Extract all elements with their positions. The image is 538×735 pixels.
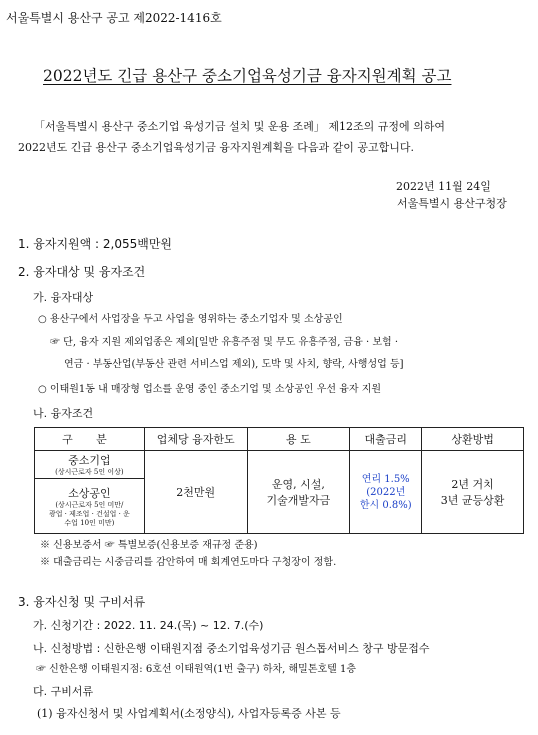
target-small-business-name: 소상공인 xyxy=(68,486,111,500)
notice-number: 서울특별시 용산구 공고 제2022-1416호 xyxy=(6,11,222,25)
target-sme-cell xyxy=(35,451,145,479)
section-3-heading: 3. 융자신청 및 구비서류 xyxy=(18,595,146,609)
section-2b-heading: 나. 융자조건 xyxy=(33,407,94,420)
table-header-repayment: 상환방법 xyxy=(422,428,524,451)
intro-line-1: 「서울특별시 용산구 중소기업 육성기금 설치 및 운용 조례」 제12조의 규정에 의하여 xyxy=(34,120,445,133)
section-2a-heading: 가. 융자대상 xyxy=(33,291,94,304)
exclusion-note-line-1: ☞ 단, 융자 지원 제외업종은 제외[일반 유흥주점 및 무도 유흥주점, 금융 · 보험 · xyxy=(50,337,399,348)
eligibility-item-2: ○ 이태원1동 내 매장형 업소를 운영 중인 중소기업 및 소상공인 우선 융자 지원 xyxy=(38,384,382,395)
application-period: 가. 신청기간 : 2022. 11. 24.(목) ~ 12. 7.(수) xyxy=(33,619,264,632)
notice-date: 2022년 11월 24일 xyxy=(396,180,491,193)
rate-line-3: 한시 0.8%) xyxy=(359,499,412,511)
guarantee-note: ※ 신용보증서 ☞ 특별보증(신용보증 재규정 준용) xyxy=(40,540,258,551)
table-header-rate: 대출금리 xyxy=(350,428,422,451)
target-small-business-cell xyxy=(35,479,145,534)
rate-line-1: 연리 1.5% xyxy=(361,473,410,485)
page-title: 2022년도 긴급 용산구 중소기업육성기금 융자지원계획 공고 xyxy=(43,67,452,85)
usage-line-1: 운영, 시설, xyxy=(271,478,325,491)
table-header-limit: 업체당 융자한도 xyxy=(144,428,247,451)
exclusion-note-line-2: 연금 · 부동산업(부동산 관련 서비스업 제외), 도박 및 사치, 향락, 사행성업 등] xyxy=(64,359,404,370)
target-small-business-note-3: 수업 10인 미만) xyxy=(64,518,115,527)
loan-limit-cell: 2천만원 xyxy=(144,451,247,534)
usage-line-2: 기술개발자금 xyxy=(266,494,331,507)
repayment-line-1: 2년 거치 xyxy=(451,478,494,491)
application-method: 나. 신청방법 : 신한은행 이태원지점 중소기업육성기금 원스톱서비스 창구 방문접수 xyxy=(33,642,430,655)
loan-conditions-table xyxy=(34,427,524,534)
branch-location-note: ☞ 신한은행 이태원지점: 6호선 이태원역(1번 출구) 하차, 해밀톤호텔 1층 xyxy=(36,664,357,675)
repayment-line-2: 3년 균등상환 xyxy=(440,494,505,507)
issuer: 서울특별시 용산구청장 xyxy=(397,197,507,210)
usage-cell xyxy=(247,451,350,534)
table-row xyxy=(35,451,524,479)
repayment-cell xyxy=(422,451,524,534)
eligibility-item-1: ○ 용산구에서 사업장을 두고 사업을 영위하는 중소기업자 및 소상공인 xyxy=(38,314,343,325)
required-documents-heading: 다. 구비서류 xyxy=(33,685,94,698)
target-sme-name: 중소기업 xyxy=(68,454,111,467)
table-header-usage: 용 도 xyxy=(247,428,350,451)
interest-note: ※ 대출금리는 시중금리를 감안하여 매 회계연도마다 구청장이 정함. xyxy=(40,557,337,568)
section-2-heading: 2. 융자대상 및 융자조건 xyxy=(18,265,146,279)
target-sme-note: (상시근로자 5인 이상) xyxy=(55,468,124,476)
table-header-category: 구 분 xyxy=(35,428,145,451)
intro-line-2: 2022년도 긴급 용산구 중소기업육성기금 융자지원계획을 다음과 같이 공고합니다. xyxy=(18,141,414,154)
target-small-business-note-1: (상시근로자 5인 미만/ xyxy=(55,500,124,509)
rate-cell xyxy=(350,451,422,534)
target-small-business-note-2: 광업 · 제조업 · 건설업 · 운 xyxy=(48,509,130,518)
required-documents-item-1: (1) 융자신청서 및 사업계획서(소정양식), 사업자등록증 사본 등 xyxy=(37,707,341,720)
table-header-row xyxy=(35,428,524,451)
rate-line-2: (2022년 xyxy=(366,486,406,498)
section-1-amount: 1. 융자지원액 : 2,055백만원 xyxy=(18,237,173,251)
